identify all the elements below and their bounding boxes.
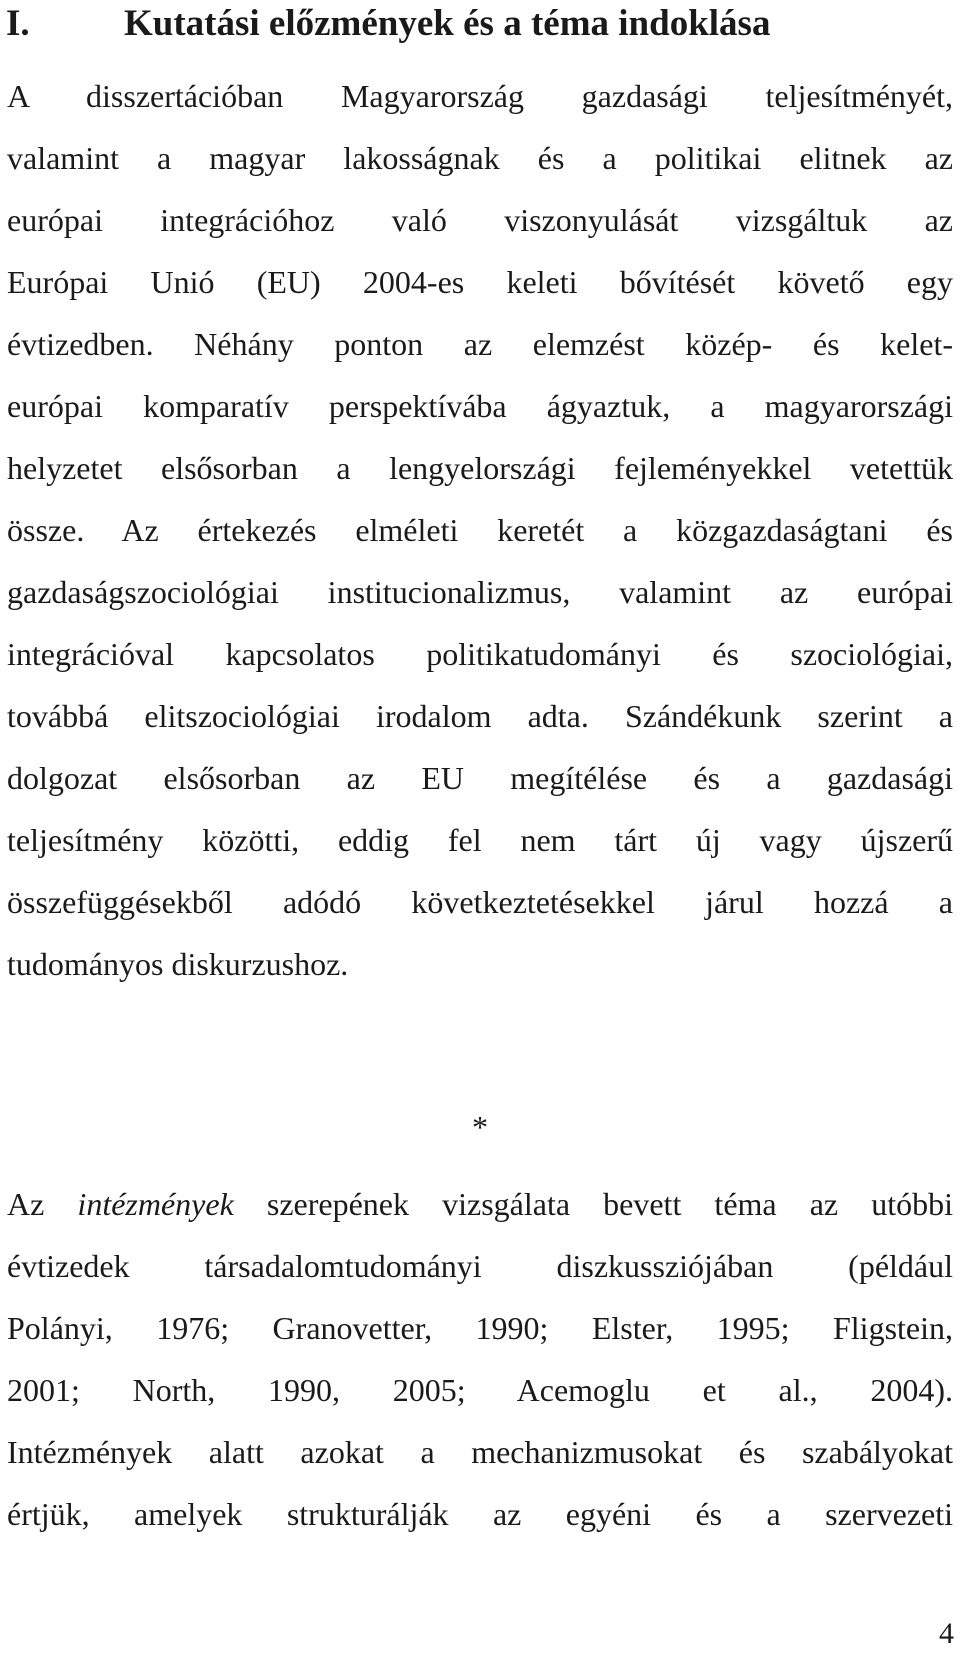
section-title: Kutatási előzmények és a téma indoklása xyxy=(124,3,771,44)
paragraph-line: integrációval kapcsolatos politikatudományi és szociológiai, xyxy=(7,636,953,672)
paragraph-line: európai integrációhoz való viszonyulását vizsgáltuk az xyxy=(7,202,953,238)
text-run: Az xyxy=(7,1186,78,1222)
paragraph-line: tudományos diskurzushoz. xyxy=(7,946,349,982)
paragraph-line: Európai Unió (EU) 2004-es keleti bővítését követő egy xyxy=(7,264,953,300)
paragraph-line: valamint a magyar lakosságnak és a politikai elitnek az xyxy=(7,140,953,176)
emphasized-term: intézmények xyxy=(77,1186,234,1222)
paragraph-line: értjük, amelyek strukturálják az egyéni és a szervezeti xyxy=(7,1496,953,1532)
paragraph-line: 2001; North, 1990, 2005; Acemoglu et al., 2004). xyxy=(7,1372,953,1408)
paragraph-line: európai komparatív perspektívába ágyaztuk, a magyarországi xyxy=(7,388,953,424)
paragraph-line: teljesítmény közötti, eddig fel nem tárt új vagy újszerű xyxy=(7,822,953,858)
paragraph-line: évtizedben. Néhány ponton az elemzést közép- és kelet- xyxy=(7,326,953,362)
text-run: szerepének vizsgálata bevett téma az utóbbi xyxy=(233,1186,954,1222)
paragraph-line: évtizedek társadalomtudományi diszkussziójában (például xyxy=(7,1248,953,1284)
page-number: 4 xyxy=(939,1617,954,1650)
section-separator: * xyxy=(472,1109,488,1145)
paragraph-line: A disszertációban Magyarország gazdasági teljesítményét, xyxy=(7,78,953,114)
paragraph-line: összefüggésekből adódó következtetésekkel járul hozzá a xyxy=(7,884,953,920)
paragraph-line: továbbá elitszociológiai irodalom adta. Szándékunk szerint a xyxy=(7,698,953,734)
section-heading xyxy=(6,0,946,48)
paragraph-line: össze. Az értekezés elméleti keretét a közgazdaságtani és xyxy=(7,512,953,548)
paragraph-line: helyzetet elsősorban a lengyelországi fejleményekkel vetettük xyxy=(7,450,953,486)
paragraph-line xyxy=(7,1182,953,1226)
section-number: I. xyxy=(6,3,30,44)
paragraph-line: gazdaságszociológiai institucionalizmus, valamint az európai xyxy=(7,574,953,610)
paragraph-line: Intézmények alatt azokat a mechanizmusokat és szabályokat xyxy=(7,1434,953,1470)
paragraph-line: Polányi, 1976; Granovetter, 1990; Elster, 1995; Fligstein, xyxy=(7,1310,953,1346)
paragraph-line: dolgozat elsősorban az EU megítélése és a gazdasági xyxy=(7,760,953,796)
